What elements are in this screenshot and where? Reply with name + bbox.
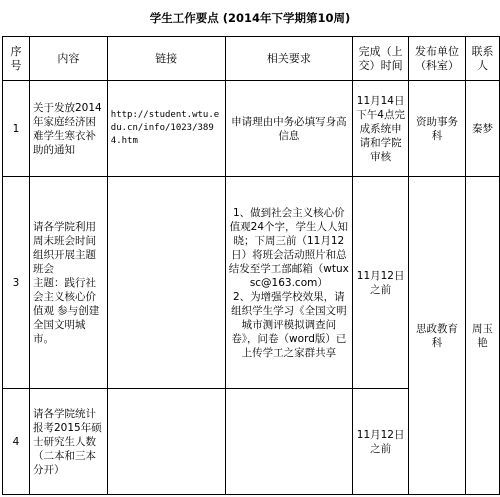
work-points-table (2, 36, 500, 495)
header-deadline: 完成（上交）时间 (353, 37, 409, 81)
row-deadline: 11月12日之前 (353, 389, 409, 495)
header-contact: 联系人 (466, 37, 500, 81)
row-link (107, 389, 225, 495)
row-contact: 秦梦 (466, 81, 500, 177)
row-dept: 资助事务科 (409, 81, 466, 177)
table-row (3, 81, 500, 177)
row-requirements: 1、做到社会主义核心价值观24个字，学生人人知晓；下周三前（11月12日）将班会活动照片和总结发至学工部邮箱（wtuxsc@163.com） 2、为增强学校效果，请组织学生学习《全国文明城市测评模拟调查问卷》，问卷（word版）已上传学工之家群共享 (225, 177, 353, 389)
header-content: 内容 (29, 37, 107, 81)
row-content: 关于发放2014年家庭经济困难学生寒衣补助的通知 (29, 81, 107, 177)
row-deadline: 11月12日之前 (353, 177, 409, 389)
row-link[interactable]: http://student.wtu.edu.cn/info/1023/3894.htm (107, 81, 225, 177)
header-row (3, 37, 500, 81)
page-title: 学生工作要点 (2014年下学期第10周) (149, 11, 351, 25)
header-link: 链接 (107, 37, 225, 81)
row-dept: 思政教育科 (409, 177, 466, 495)
row-link (107, 177, 225, 389)
header-dept: 发布单位（科室） (409, 37, 466, 81)
row-contact: 周玉艳 (466, 177, 500, 495)
header-requirements: 相关要求 (225, 37, 353, 81)
row-no: 3 (3, 177, 30, 389)
row-content: 请各学院统计报考2015年硕士研究生人数（二本和三本分开） (29, 389, 107, 495)
row-deadline: 11月14日下午4点完成系统申请和学院审核 (353, 81, 409, 177)
row-requirements: 申请理由中务必填写身高信息 (225, 81, 353, 177)
row-content: 请各学院利用周末班会时间组织开展主题班会 主题：践行社会主义核心价值观 参与创建全国文明城市。 (29, 177, 107, 389)
table-row (3, 177, 500, 389)
row-requirements (225, 389, 353, 495)
header-no: 序号 (3, 37, 30, 81)
row-no: 1 (3, 81, 30, 177)
row-no: 4 (3, 389, 30, 495)
